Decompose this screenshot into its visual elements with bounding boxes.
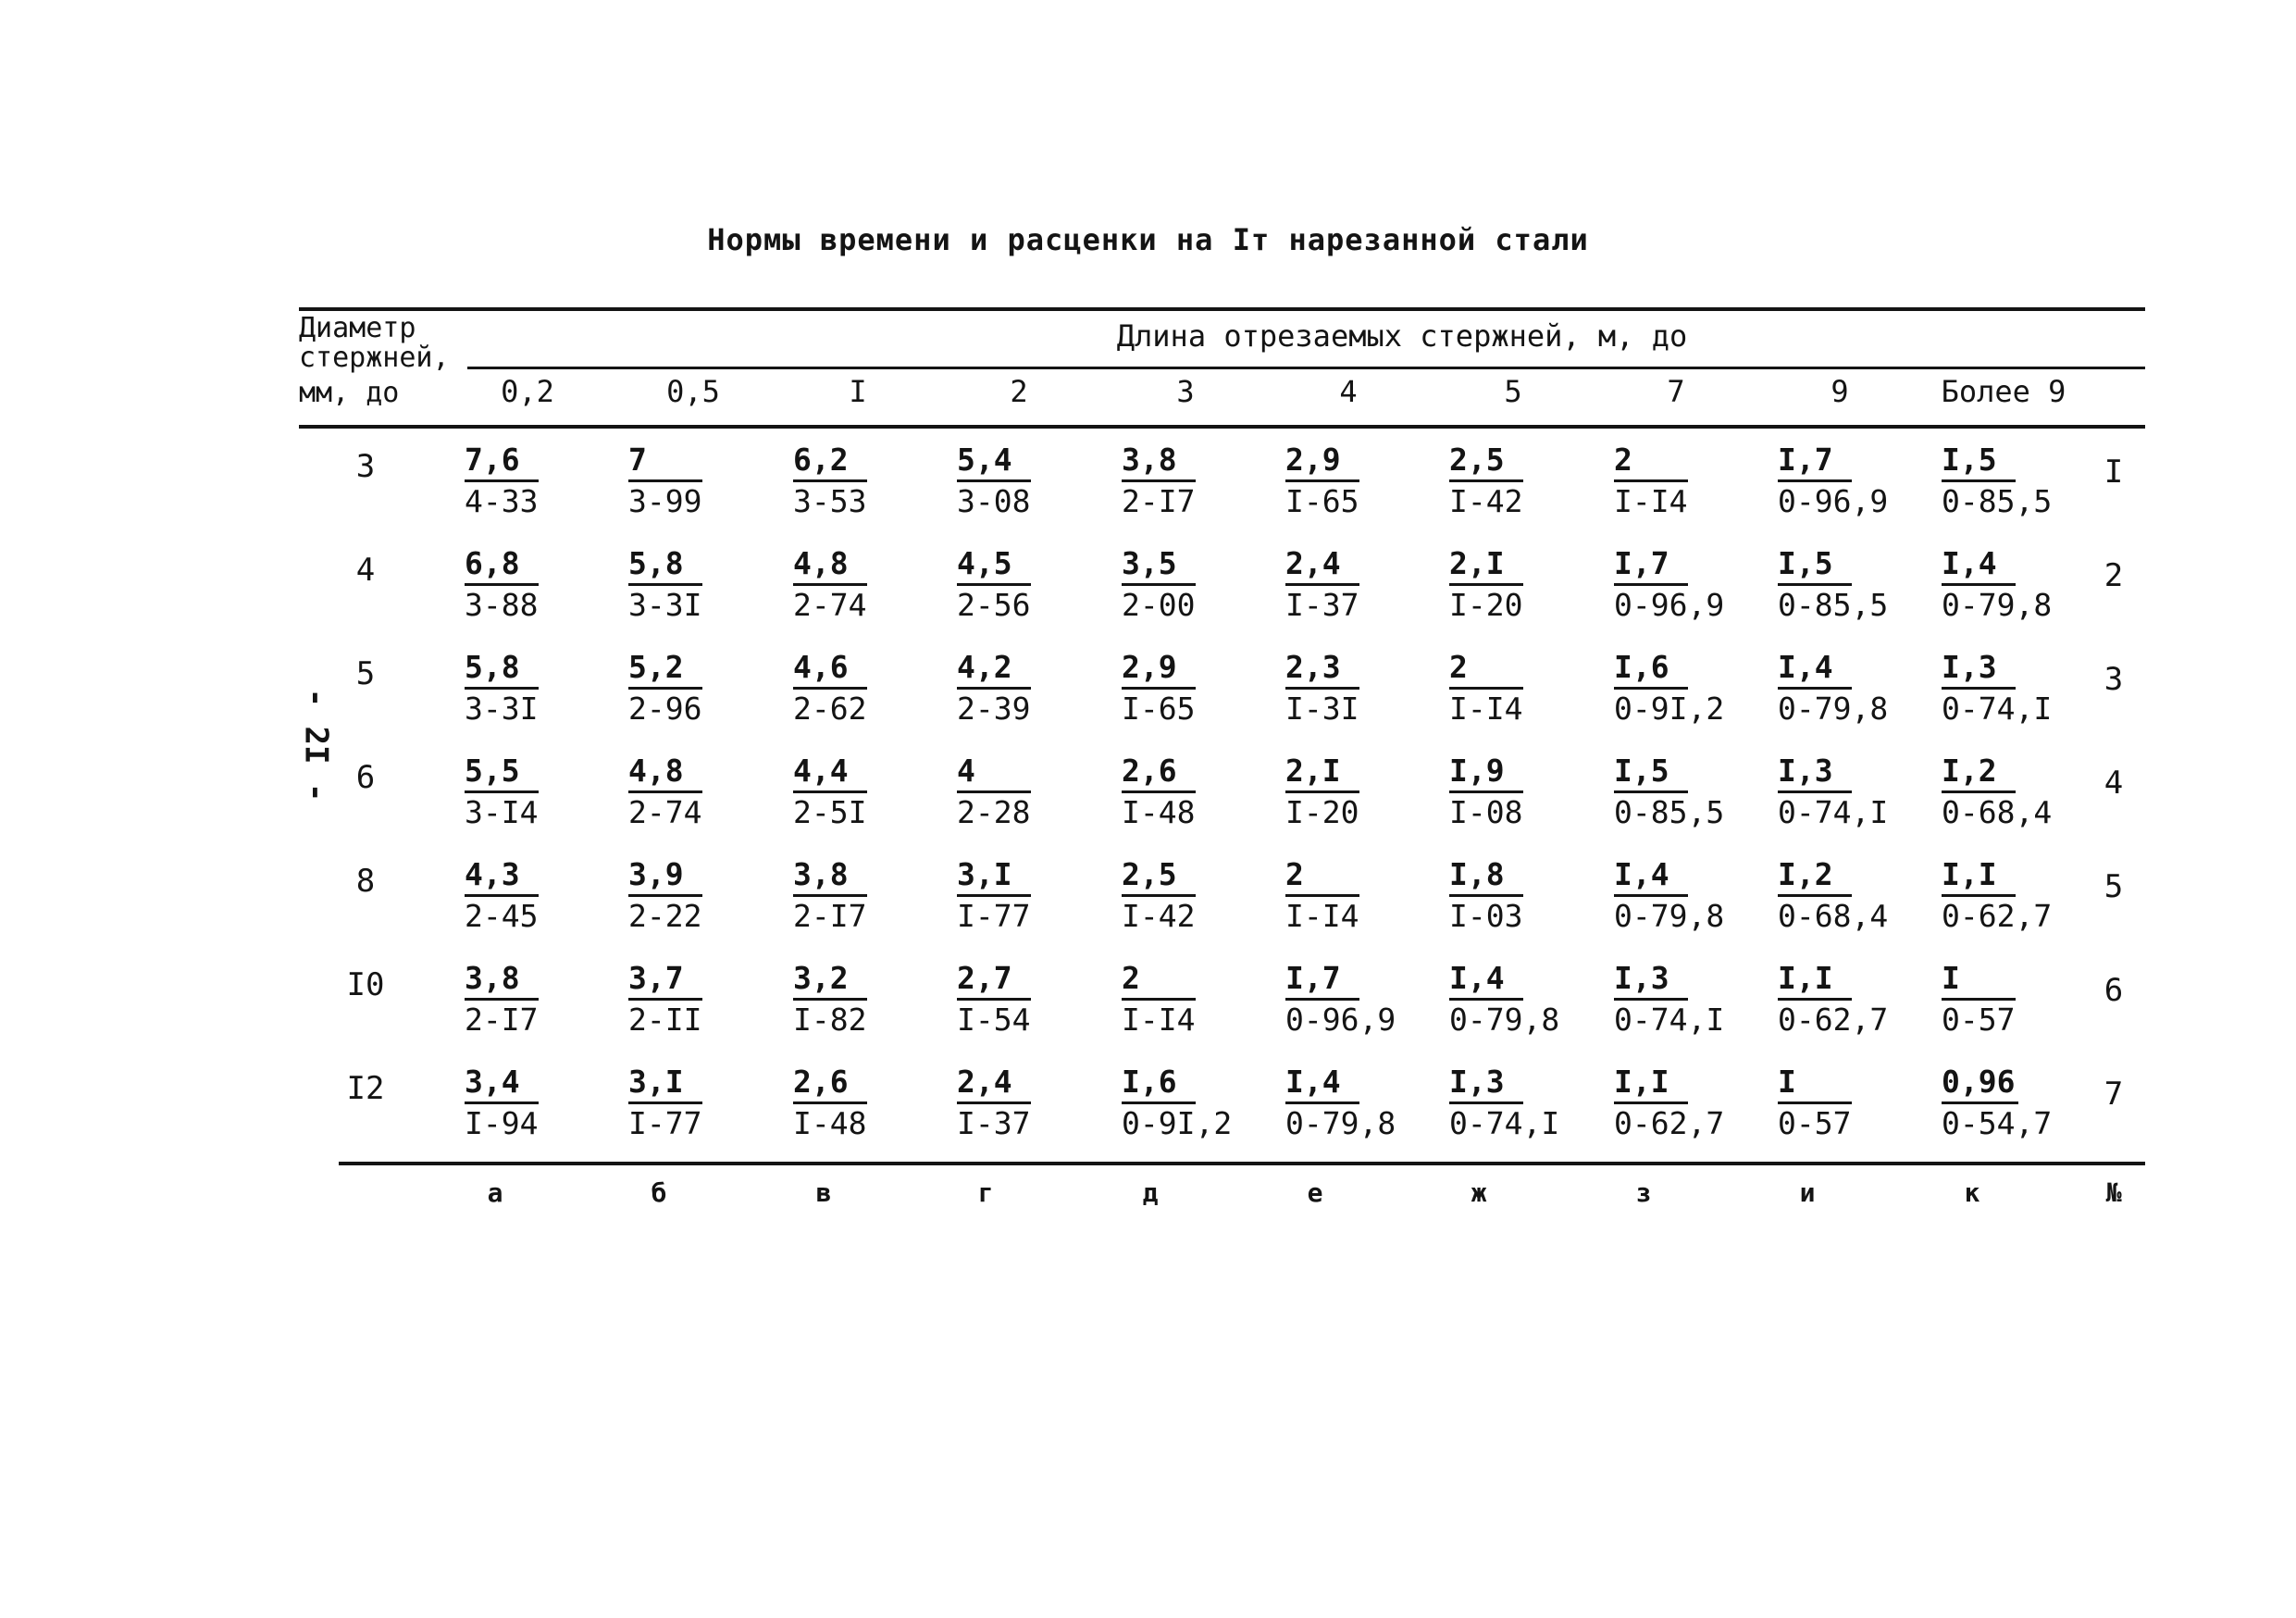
column-header: 3: [1176, 374, 1195, 409]
table-cell: [1122, 855, 1260, 936]
price-rate: 2-74: [628, 794, 702, 830]
time-norm: I,I: [1614, 1063, 1688, 1104]
price-rate: 2-96: [628, 691, 702, 727]
time-norm: I,3: [1449, 1063, 1523, 1104]
price-rate: I-20: [1449, 587, 1523, 623]
table-cell: [957, 544, 1096, 625]
price-rate: 3-99: [628, 483, 702, 519]
table-cell: [1778, 855, 1917, 936]
table-cell: [957, 648, 1096, 728]
time-norm: 3,8: [793, 855, 867, 897]
price-rate: 0-68,4: [1942, 794, 2053, 830]
time-norm: 6,8: [465, 544, 539, 586]
table-cell: [793, 441, 932, 521]
row-number: 3: [2104, 661, 2124, 698]
price-rate: 3-53: [793, 483, 867, 519]
row-diameter: I2: [346, 1070, 385, 1107]
price-rate: 0-79,8: [1614, 898, 1725, 934]
time-norm: 2,3: [1285, 648, 1359, 690]
table-cell: [628, 855, 767, 936]
table-cell: [1449, 855, 1588, 936]
table-top-rule: [299, 307, 2145, 311]
price-rate: I-77: [628, 1105, 702, 1141]
table-cell: [1449, 648, 1588, 728]
column-letter: е: [1307, 1177, 1323, 1208]
time-norm: I,6: [1614, 648, 1688, 690]
price-rate: I-37: [1285, 587, 1359, 623]
price-rate: 0-85,5: [1614, 794, 1725, 830]
table-cell: [465, 544, 603, 625]
time-norm: 2: [1449, 648, 1523, 690]
price-rate: 2-56: [957, 587, 1031, 623]
column-letter: з: [1635, 1177, 1652, 1208]
column-header: I: [849, 374, 867, 409]
row-diameter: I0: [346, 966, 385, 1003]
table-cell: [1778, 959, 1917, 1039]
price-rate: 2-I7: [793, 898, 867, 934]
column-letter: к: [1964, 1177, 1980, 1208]
table-cell: [1449, 959, 1588, 1039]
price-rate: I-65: [1285, 483, 1359, 519]
price-rate: 0-74,I: [1942, 691, 2053, 727]
time-norm: 5,8: [628, 544, 702, 586]
table-cell: [957, 1063, 1096, 1143]
price-rate: 3-3I: [628, 587, 702, 623]
price-rate: I-54: [957, 1002, 1031, 1038]
time-norm: 3,9: [628, 855, 702, 897]
price-rate: 0-96,9: [1778, 483, 1889, 519]
time-norm: I,5: [1778, 544, 1852, 586]
table-cell: [465, 648, 603, 728]
price-rate: 2-39: [957, 691, 1031, 727]
price-rate: 0-68,4: [1778, 898, 1889, 934]
price-rate: 2-5I: [793, 794, 867, 830]
row-number: I: [2104, 454, 2124, 491]
price-rate: 3-3I: [465, 691, 539, 727]
time-norm: 2,I: [1285, 752, 1359, 793]
table-cell: [628, 544, 767, 625]
time-norm: 4,3: [465, 855, 539, 897]
time-norm: 2: [1122, 959, 1196, 1001]
time-norm: 2,6: [793, 1063, 867, 1104]
price-rate: I-I4: [1614, 483, 1688, 519]
time-norm: 2,I: [1449, 544, 1523, 586]
table-cell: [465, 855, 603, 936]
time-norm: 2,9: [1285, 441, 1359, 482]
table-cell: [1942, 648, 2080, 728]
length-span-header: Длина отрезаемых стержней, м, до: [1116, 318, 1688, 354]
table-cell: [1614, 959, 1753, 1039]
price-rate: I-94: [465, 1105, 539, 1141]
table-cell: [628, 648, 767, 728]
table-cell: [1942, 441, 2080, 521]
column-header: 9: [1831, 374, 1849, 409]
table-cell: [1942, 855, 2080, 936]
table-cell: [957, 752, 1096, 832]
price-rate: I-82: [793, 1002, 867, 1038]
table-cell: [957, 855, 1096, 936]
price-rate: I-77: [957, 898, 1031, 934]
price-rate: 0-9I,2: [1614, 691, 1725, 727]
time-norm: I,I: [1778, 959, 1852, 1001]
time-norm: 5,8: [465, 648, 539, 690]
table-cell: [465, 441, 603, 521]
price-rate: 3-88: [465, 587, 539, 623]
price-rate: 0-62,7: [1942, 898, 2053, 934]
price-rate: 0-54,7: [1942, 1105, 2053, 1141]
time-norm: 4: [957, 752, 1031, 793]
table-cell: [1942, 544, 2080, 625]
column-letter: а: [487, 1177, 503, 1208]
price-rate: 3-08: [957, 483, 1031, 519]
time-norm: 4,6: [793, 648, 867, 690]
time-norm: 2,4: [957, 1063, 1031, 1104]
time-norm: 2,4: [1285, 544, 1359, 586]
price-rate: 0-57: [1778, 1105, 1852, 1141]
time-norm: I,8: [1449, 855, 1523, 897]
table-cell: [1614, 544, 1753, 625]
time-norm: I: [1778, 1063, 1852, 1104]
time-norm: I,2: [1942, 752, 2016, 793]
table-cell: [1778, 544, 1917, 625]
price-rate: 2-22: [628, 898, 702, 934]
price-rate: 2-28: [957, 794, 1031, 830]
time-norm: 5,2: [628, 648, 702, 690]
time-norm: 3,8: [1122, 441, 1196, 482]
table-cell: [793, 648, 932, 728]
table-cell: [793, 1063, 932, 1143]
time-norm: 3,4: [465, 1063, 539, 1104]
table-cell: [1778, 752, 1917, 832]
time-norm: 7,6: [465, 441, 539, 482]
table-cell: [1285, 855, 1424, 936]
table-cell: [1614, 855, 1753, 936]
table-cell: [1285, 648, 1424, 728]
table-cell: [1122, 752, 1260, 832]
column-header: 2: [1010, 374, 1028, 409]
header-mid-rule: [467, 367, 2145, 369]
table-cell: [1778, 1063, 1917, 1143]
row-header-line-2: стержней,: [299, 342, 450, 374]
time-norm: I,7: [1285, 959, 1359, 1001]
table-cell: [1285, 441, 1424, 521]
price-rate: 2-00: [1122, 587, 1196, 623]
time-norm: 2,9: [1122, 648, 1196, 690]
price-rate: 0-96,9: [1614, 587, 1725, 623]
row-diameter: 8: [355, 863, 376, 900]
price-rate: I-42: [1449, 483, 1523, 519]
price-rate: 0-79,8: [1285, 1105, 1396, 1141]
column-header: 0,2: [501, 374, 554, 409]
time-norm: I,4: [1449, 959, 1523, 1001]
time-norm: I,3: [1778, 752, 1852, 793]
table-cell: [793, 855, 932, 936]
price-rate: I-48: [1122, 794, 1196, 830]
table-cell: [793, 544, 932, 625]
price-rate: 0-74,I: [1614, 1002, 1725, 1038]
row-number: 7: [2104, 1076, 2124, 1113]
column-letter: б: [651, 1177, 667, 1208]
price-rate: 2-I7: [1122, 483, 1196, 519]
column-header: 5: [1504, 374, 1522, 409]
time-norm: 3,I: [957, 855, 1031, 897]
price-rate: 2-II: [628, 1002, 702, 1038]
table-cell: [1285, 544, 1424, 625]
row-number: 2: [2104, 557, 2124, 594]
table-cell: [1449, 441, 1588, 521]
price-rate: 2-74: [793, 587, 867, 623]
price-rate: 2-I7: [465, 1002, 539, 1038]
table-cell: [1942, 1063, 2080, 1143]
price-rate: 0-79,8: [1942, 587, 2053, 623]
row-number: 6: [2104, 972, 2124, 1009]
table-cell: [1122, 648, 1260, 728]
time-norm: 2,5: [1122, 855, 1196, 897]
price-rate: 0-74,I: [1778, 794, 1889, 830]
time-norm: 2,7: [957, 959, 1031, 1001]
time-norm: 4,8: [628, 752, 702, 793]
price-rate: 0-79,8: [1449, 1002, 1560, 1038]
price-rate: I-08: [1449, 794, 1523, 830]
table-cell: [1449, 544, 1588, 625]
price-rate: 4-33: [465, 483, 539, 519]
column-letter: ж: [1471, 1177, 1487, 1208]
price-rate: 2-62: [793, 691, 867, 727]
price-rate: 0-57: [1942, 1002, 2016, 1038]
time-norm: 5,4: [957, 441, 1031, 482]
table-cell: [1122, 959, 1260, 1039]
time-norm: 4,8: [793, 544, 867, 586]
time-norm: I,3: [1614, 959, 1688, 1001]
table-cell: [628, 959, 767, 1039]
time-norm: I,4: [1942, 544, 2016, 586]
price-rate: I-20: [1285, 794, 1359, 830]
time-norm: 7: [628, 441, 702, 482]
price-rate: 0-74,I: [1449, 1105, 1560, 1141]
column-header: 4: [1339, 374, 1358, 409]
table-cell: [465, 959, 603, 1039]
table-cell: [1614, 1063, 1753, 1143]
price-rate: I-03: [1449, 898, 1523, 934]
table-cell: [793, 959, 932, 1039]
time-norm: 0,96: [1942, 1063, 2018, 1104]
footer-number-label: №: [2105, 1177, 2122, 1208]
table-cell: [628, 441, 767, 521]
price-rate: 0-85,5: [1778, 587, 1889, 623]
time-norm: 3,7: [628, 959, 702, 1001]
table-cell: [465, 752, 603, 832]
time-norm: I,4: [1778, 648, 1852, 690]
table-cell: [1614, 441, 1753, 521]
time-norm: I,I: [1942, 855, 2016, 897]
table-cell: [1614, 752, 1753, 832]
table-cell: [793, 752, 932, 832]
header-bottom-rule: [299, 425, 2145, 429]
time-norm: 3,2: [793, 959, 867, 1001]
column-header: Более 9: [1941, 374, 2066, 409]
table-cell: [628, 1063, 767, 1143]
table-cell: [1449, 752, 1588, 832]
price-rate: I-I4: [1122, 1002, 1196, 1038]
page-title: Нормы времени и расценки на Iт нарезанной стали: [707, 222, 1589, 257]
time-norm: I,5: [1942, 441, 2016, 482]
price-rate: 2-45: [465, 898, 539, 934]
table-cell: [465, 1063, 603, 1143]
price-rate: I-I4: [1449, 691, 1523, 727]
table-cell: [1942, 959, 2080, 1039]
price-rate: I-3I: [1285, 691, 1359, 727]
time-norm: 5,5: [465, 752, 539, 793]
time-norm: I,7: [1778, 441, 1852, 482]
table-cell: [1122, 1063, 1260, 1143]
table-cell: [1285, 1063, 1424, 1143]
price-rate: 0-85,5: [1942, 483, 2053, 519]
table-cell: [1122, 544, 1260, 625]
row-number: 4: [2104, 765, 2124, 802]
time-norm: 3,I: [628, 1063, 702, 1104]
table-cell: [1285, 959, 1424, 1039]
column-letter: и: [1799, 1177, 1816, 1208]
column-letter: в: [815, 1177, 832, 1208]
time-norm: I,4: [1285, 1063, 1359, 1104]
price-rate: I-48: [793, 1105, 867, 1141]
price-rate: 0-62,7: [1614, 1105, 1725, 1141]
time-norm: 3,5: [1122, 544, 1196, 586]
price-rate: I-37: [957, 1105, 1031, 1141]
row-diameter: 3: [355, 448, 376, 485]
row-header-line-1: Диаметр: [299, 312, 416, 344]
time-norm: 4,4: [793, 752, 867, 793]
time-norm: 4,5: [957, 544, 1031, 586]
row-diameter: 4: [355, 552, 376, 589]
column-letter: г: [977, 1177, 994, 1208]
time-norm: 3,8: [465, 959, 539, 1001]
table-bottom-rule: [339, 1162, 2145, 1165]
time-norm: 2: [1285, 855, 1359, 897]
price-rate: I-65: [1122, 691, 1196, 727]
price-rate: 0-96,9: [1285, 1002, 1396, 1038]
time-norm: 6,2: [793, 441, 867, 482]
row-header-line-3: мм, до: [299, 377, 400, 409]
table-cell: [1122, 441, 1260, 521]
time-norm: 2,6: [1122, 752, 1196, 793]
row-diameter: 5: [355, 655, 376, 692]
time-norm: 4,2: [957, 648, 1031, 690]
price-rate: I-42: [1122, 898, 1196, 934]
column-header: 0,5: [666, 374, 720, 409]
table-cell: [1942, 752, 2080, 832]
time-norm: I: [1942, 959, 2016, 1001]
time-norm: I,7: [1614, 544, 1688, 586]
row-diameter: 6: [355, 759, 376, 796]
price-rate: 0-79,8: [1778, 691, 1889, 727]
table-cell: [628, 752, 767, 832]
time-norm: I,3: [1942, 648, 2016, 690]
time-norm: I,2: [1778, 855, 1852, 897]
price-rate: 0-62,7: [1778, 1002, 1889, 1038]
table-cell: [1285, 752, 1424, 832]
time-norm: I,9: [1449, 752, 1523, 793]
table-cell: [1778, 441, 1917, 521]
time-norm: I,5: [1614, 752, 1688, 793]
price-rate: 3-I4: [465, 794, 539, 830]
table-cell: [1614, 648, 1753, 728]
price-rate: 0-9I,2: [1122, 1105, 1233, 1141]
time-norm: 2,5: [1449, 441, 1523, 482]
table-cell: [957, 959, 1096, 1039]
table-cell: [1449, 1063, 1588, 1143]
page-number: - 2I -: [297, 688, 335, 803]
column-header: 7: [1667, 374, 1685, 409]
column-letter: д: [1142, 1177, 1159, 1208]
table-cell: [957, 441, 1096, 521]
time-norm: 2: [1614, 441, 1688, 482]
price-rate: I-I4: [1285, 898, 1359, 934]
table-cell: [1778, 648, 1917, 728]
time-norm: I,6: [1122, 1063, 1196, 1104]
time-norm: I,4: [1614, 855, 1688, 897]
row-number: 5: [2104, 868, 2124, 905]
